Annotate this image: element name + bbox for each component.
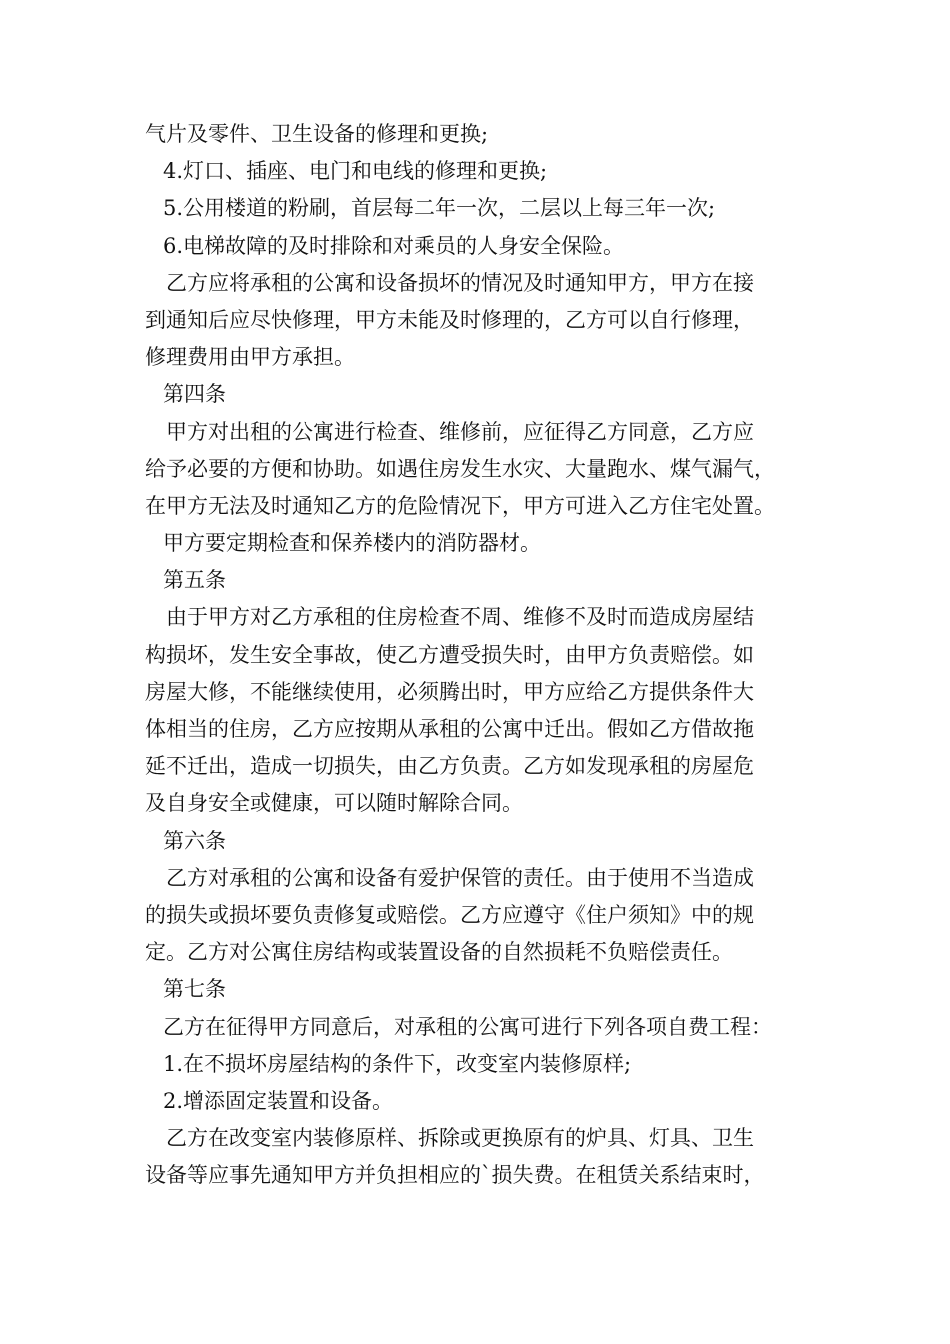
text-line: 第四条 [163, 382, 226, 407]
text-line: 定。乙方对公寓住房结构或装置设备的自然损耗不负赔偿责任。 [145, 940, 733, 965]
text-line: 设备等应事先通知甲方并负担相应的`损失费。在租赁关系结束时， [145, 1163, 765, 1188]
text-line: 第五条 [163, 568, 226, 593]
document-body [145, 116, 825, 1194]
text-line: 6.电梯故障的及时排除和对乘员的人身安全保险。 [163, 233, 625, 258]
text-line: 在甲方无法及时通知乙方的危险情况下，甲方可进入乙方住宅处置。 [145, 493, 775, 518]
text-line: 5.公用楼道的粉刷，首层每二年一次，二层以上每三年一次; [163, 196, 716, 221]
text-line: 甲方要定期检查和保养楼内的消防器材。 [163, 531, 541, 556]
text-line: 给予必要的方便和协助。如遇住房发生水灾、大量跑水、煤气漏气， [145, 456, 775, 481]
text-line: 构损坏，发生安全事故，使乙方遭受损失时，由甲方负责赔偿。如 [145, 642, 754, 667]
text-line: 体相当的住房，乙方应按期从承租的公寓中迁出。假如乙方借故拖 [145, 717, 754, 741]
text-line: 乙方在征得甲方同意后，对承租的公寓可进行下列各项自费工程： [163, 1014, 772, 1039]
text-line: 由于甲方对乙方承租的住房检查不周、维修不及时而造成房屋结 [166, 605, 754, 630]
text-line: 到通知后应尽快修理，甲方未能及时修理的，乙方可以自行修理， [145, 307, 754, 332]
text-line: 延不迁出，造成一切损失，由乙方负责。乙方如发现承租的房屋危 [145, 754, 754, 779]
text-line: 乙方在改变室内装修原样、拆除或更换原有的炉具、灯具、卫生 [166, 1126, 754, 1151]
text-line: 1.在不损坏房屋结构的条件下，改变室内装修原样; [163, 1051, 632, 1076]
text-line: 第六条 [163, 828, 226, 853]
text-line: 房屋大修，不能继续使用，必须腾出时，甲方应给乙方提供条件大 [145, 679, 754, 704]
text-line: 乙方对承租的公寓和设备有爱护保管的责任。由于使用不当造成 [166, 865, 754, 890]
text-line: 乙方应将承租的公寓和设备损坏的情况及时通知甲方，甲方在接 [166, 270, 754, 295]
text-line: 的损失或损坏要负责修复或赔偿。乙方应遵守《住户须知》中的规 [145, 902, 754, 927]
text-line: 气片及零件、卫生设备的修理和更换; [145, 122, 489, 146]
text-line: 4.灯口、插座、电门和电线的修理和更换; [163, 159, 548, 184]
text-line: 第七条 [163, 977, 226, 1002]
text-line: 甲方对出租的公寓进行检查、维修前，应征得乙方同意，乙方应 [166, 419, 754, 444]
text-line: 及自身安全或健康，可以随时解除合同。 [145, 791, 523, 816]
text-line: 修理费用由甲方承担。 [145, 345, 355, 370]
text-line: 2.增添固定装置和设备。 [163, 1088, 394, 1113]
